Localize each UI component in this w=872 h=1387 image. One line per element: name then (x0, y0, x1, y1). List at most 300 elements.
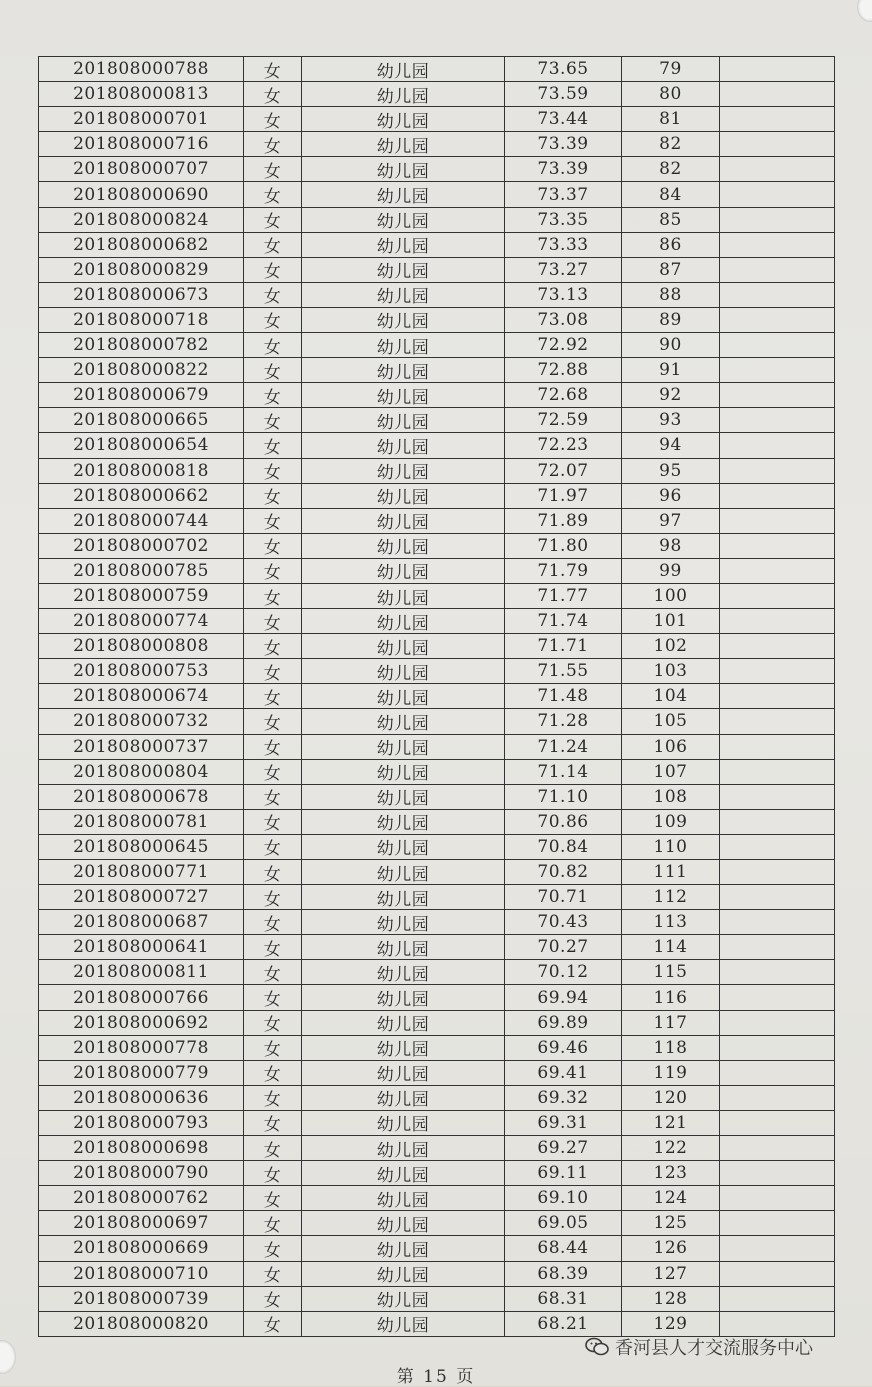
score-cell: 73.39 (505, 157, 622, 181)
rank-cell: 90 (622, 333, 720, 357)
score-cell: 72.68 (505, 383, 622, 407)
rank-cell: 122 (622, 1136, 720, 1160)
position-cell: 幼儿园 (302, 408, 505, 432)
gender-cell: 女 (244, 810, 302, 834)
table-row (39, 233, 834, 258)
rank-cell: 99 (622, 559, 720, 583)
table-row (39, 283, 834, 308)
gender-cell: 女 (244, 82, 302, 106)
rank-cell: 88 (622, 283, 720, 307)
table-row (39, 1036, 834, 1061)
gender-cell: 女 (244, 1036, 302, 1060)
exam-number-cell: 201808000793 (39, 1111, 244, 1135)
rank-cell: 125 (622, 1211, 720, 1235)
position-cell: 幼儿园 (302, 960, 505, 984)
remark-cell (720, 433, 834, 457)
table-row (39, 132, 834, 157)
position-cell: 幼儿园 (302, 935, 505, 959)
position-cell: 幼儿园 (302, 910, 505, 934)
exam-number-cell: 201808000824 (39, 208, 244, 232)
table-row (39, 157, 834, 182)
score-cell: 69.94 (505, 985, 622, 1009)
remark-cell (720, 509, 834, 533)
remark-cell (720, 1036, 834, 1060)
remark-cell (720, 208, 834, 232)
exam-number-cell: 201808000732 (39, 709, 244, 733)
exam-number-cell: 201808000697 (39, 1211, 244, 1235)
table-row (39, 609, 834, 634)
score-cell: 71.74 (505, 609, 622, 633)
rank-cell: 116 (622, 985, 720, 1009)
remark-cell (720, 283, 834, 307)
position-cell: 幼儿园 (302, 1312, 505, 1336)
gender-cell: 女 (244, 659, 302, 683)
remark-cell (720, 333, 834, 357)
remark-cell (720, 634, 834, 658)
score-cell: 73.08 (505, 308, 622, 332)
score-cell: 72.59 (505, 408, 622, 432)
gender-cell: 女 (244, 1086, 302, 1110)
gender-cell: 女 (244, 132, 302, 156)
score-cell: 73.33 (505, 233, 622, 257)
exam-number-cell: 201808000710 (39, 1262, 244, 1286)
table-row (39, 1262, 834, 1287)
remark-cell (720, 684, 834, 708)
score-cell: 68.21 (505, 1312, 622, 1336)
remark-cell (720, 910, 834, 934)
position-cell: 幼儿园 (302, 810, 505, 834)
position-cell: 幼儿园 (302, 885, 505, 909)
gender-cell: 女 (244, 1061, 302, 1085)
remark-cell (720, 484, 834, 508)
gender-cell: 女 (244, 785, 302, 809)
exam-number-cell: 201808000785 (39, 559, 244, 583)
remark-cell (720, 233, 834, 257)
table-row (39, 684, 834, 709)
table-row (39, 634, 834, 659)
rank-cell: 115 (622, 960, 720, 984)
score-cell: 72.88 (505, 358, 622, 382)
rank-cell: 82 (622, 157, 720, 181)
gender-cell: 女 (244, 283, 302, 307)
exam-number-cell: 201808000716 (39, 132, 244, 156)
remark-cell (720, 1287, 834, 1311)
remark-cell (720, 885, 834, 909)
exam-number-cell: 201808000818 (39, 459, 244, 483)
table-row (39, 1086, 834, 1111)
gender-cell: 女 (244, 433, 302, 457)
score-cell: 68.39 (505, 1262, 622, 1286)
rank-cell: 123 (622, 1161, 720, 1185)
position-cell: 幼儿园 (302, 1161, 505, 1185)
exam-number-cell: 201808000779 (39, 1061, 244, 1085)
score-cell: 69.89 (505, 1011, 622, 1035)
exam-number-cell: 201808000788 (39, 57, 244, 81)
position-cell: 幼儿园 (302, 433, 505, 457)
table-row (39, 509, 834, 534)
gender-cell: 女 (244, 1262, 302, 1286)
rank-cell: 100 (622, 584, 720, 608)
position-cell: 幼儿园 (302, 659, 505, 683)
table-row (39, 1186, 834, 1211)
score-cell: 71.55 (505, 659, 622, 683)
position-cell: 幼儿园 (302, 182, 505, 206)
gender-cell: 女 (244, 885, 302, 909)
score-cell: 71.89 (505, 509, 622, 533)
exam-number-cell: 201808000669 (39, 1236, 244, 1260)
remark-cell (720, 935, 834, 959)
position-cell: 幼儿园 (302, 157, 505, 181)
table-row (39, 358, 834, 383)
table-row (39, 308, 834, 333)
table-row (39, 785, 834, 810)
remark-cell (720, 860, 834, 884)
remark-cell (720, 1011, 834, 1035)
gender-cell: 女 (244, 383, 302, 407)
score-cell: 70.27 (505, 935, 622, 959)
gender-cell: 女 (244, 1011, 302, 1035)
score-cell: 73.13 (505, 283, 622, 307)
table-row (39, 57, 834, 82)
score-cell: 71.97 (505, 484, 622, 508)
gender-cell: 女 (244, 1161, 302, 1185)
score-cell: 69.31 (505, 1111, 622, 1135)
position-cell: 幼儿园 (302, 735, 505, 759)
score-cell: 71.10 (505, 785, 622, 809)
gender-cell: 女 (244, 258, 302, 282)
position-cell: 幼儿园 (302, 1011, 505, 1035)
rank-cell: 127 (622, 1262, 720, 1286)
exam-number-cell: 201808000739 (39, 1287, 244, 1311)
rank-cell: 91 (622, 358, 720, 382)
table-row (39, 760, 834, 785)
exam-number-cell: 201808000690 (39, 182, 244, 206)
gender-cell: 女 (244, 860, 302, 884)
position-cell: 幼儿园 (302, 785, 505, 809)
rank-cell: 113 (622, 910, 720, 934)
position-cell: 幼儿园 (302, 509, 505, 533)
table-row (39, 1287, 834, 1312)
remark-cell (720, 1262, 834, 1286)
exam-number-cell: 201808000707 (39, 157, 244, 181)
table-row (39, 1236, 834, 1261)
score-cell: 69.46 (505, 1036, 622, 1060)
rank-cell: 112 (622, 885, 720, 909)
exam-number-cell: 201808000662 (39, 484, 244, 508)
exam-number-cell: 201808000790 (39, 1161, 244, 1185)
table-row (39, 960, 834, 985)
score-cell: 70.12 (505, 960, 622, 984)
remark-cell (720, 709, 834, 733)
exam-number-cell: 201808000698 (39, 1136, 244, 1160)
score-cell: 70.82 (505, 860, 622, 884)
remark-cell (720, 408, 834, 432)
remark-cell (720, 459, 834, 483)
table-row (39, 484, 834, 509)
gender-cell: 女 (244, 910, 302, 934)
table-row (39, 107, 834, 132)
remark-cell (720, 157, 834, 181)
exam-number-cell: 201808000727 (39, 885, 244, 909)
exam-number-cell: 201808000804 (39, 760, 244, 784)
table-row (39, 383, 834, 408)
score-cell: 71.48 (505, 684, 622, 708)
score-cell: 72.07 (505, 459, 622, 483)
remark-cell (720, 735, 834, 759)
position-cell: 幼儿园 (302, 1036, 505, 1060)
exam-number-cell: 201808000753 (39, 659, 244, 683)
rank-cell: 86 (622, 233, 720, 257)
exam-number-cell: 201808000718 (39, 308, 244, 332)
table-row (39, 735, 834, 760)
exam-number-cell: 201808000679 (39, 383, 244, 407)
gender-cell: 女 (244, 408, 302, 432)
gender-cell: 女 (244, 684, 302, 708)
score-cell: 69.27 (505, 1136, 622, 1160)
remark-cell (720, 182, 834, 206)
score-cell: 73.27 (505, 258, 622, 282)
score-cell: 73.39 (505, 132, 622, 156)
remark-cell (720, 1136, 834, 1160)
rank-cell: 89 (622, 308, 720, 332)
exam-number-cell: 201808000687 (39, 910, 244, 934)
gender-cell: 女 (244, 584, 302, 608)
position-cell: 幼儿园 (302, 584, 505, 608)
score-cell: 71.80 (505, 534, 622, 558)
position-cell: 幼儿园 (302, 1061, 505, 1085)
exam-number-cell: 201808000771 (39, 860, 244, 884)
exam-number-cell: 201808000808 (39, 634, 244, 658)
position-cell: 幼儿园 (302, 283, 505, 307)
wechat-icon (585, 1337, 609, 1357)
rank-cell: 97 (622, 509, 720, 533)
gender-cell: 女 (244, 1136, 302, 1160)
score-cell: 70.43 (505, 910, 622, 934)
rank-cell: 96 (622, 484, 720, 508)
position-cell: 幼儿园 (302, 1211, 505, 1235)
gender-cell: 女 (244, 935, 302, 959)
exam-number-cell: 201808000782 (39, 333, 244, 357)
remark-cell (720, 1186, 834, 1210)
gender-cell: 女 (244, 709, 302, 733)
gender-cell: 女 (244, 333, 302, 357)
table-row (39, 1111, 834, 1136)
watermark-text: 香河县人才交流服务中心 (615, 1338, 813, 1359)
rank-cell: 85 (622, 208, 720, 232)
position-cell: 幼儿园 (302, 82, 505, 106)
exam-number-cell: 201808000654 (39, 433, 244, 457)
exam-number-cell: 201808000820 (39, 1312, 244, 1336)
remark-cell (720, 1236, 834, 1260)
rank-cell: 128 (622, 1287, 720, 1311)
table-row (39, 559, 834, 584)
score-cell: 69.05 (505, 1211, 622, 1235)
rank-cell: 126 (622, 1236, 720, 1260)
exam-number-cell: 201808000811 (39, 960, 244, 984)
rank-cell: 82 (622, 132, 720, 156)
position-cell: 幼儿园 (302, 1236, 505, 1260)
rank-cell: 124 (622, 1186, 720, 1210)
rank-cell: 93 (622, 408, 720, 432)
remark-cell (720, 1161, 834, 1185)
table-row (39, 709, 834, 734)
exam-number-cell: 201808000645 (39, 835, 244, 859)
exam-number-cell: 201808000744 (39, 509, 244, 533)
rank-cell: 87 (622, 258, 720, 282)
gender-cell: 女 (244, 107, 302, 131)
remark-cell (720, 584, 834, 608)
score-cell: 68.44 (505, 1236, 622, 1260)
position-cell: 幼儿园 (302, 559, 505, 583)
remark-cell (720, 810, 834, 834)
remark-cell (720, 534, 834, 558)
score-cell: 71.79 (505, 559, 622, 583)
rank-cell: 104 (622, 684, 720, 708)
position-cell: 幼儿园 (302, 835, 505, 859)
position-cell: 幼儿园 (302, 484, 505, 508)
exam-number-cell: 201808000682 (39, 233, 244, 257)
watermark (585, 1334, 813, 1360)
table-row (39, 534, 834, 559)
table-row (39, 433, 834, 458)
rank-cell: 111 (622, 860, 720, 884)
gender-cell: 女 (244, 57, 302, 81)
gender-cell: 女 (244, 509, 302, 533)
exam-number-cell: 201808000673 (39, 283, 244, 307)
position-cell: 幼儿园 (302, 1111, 505, 1135)
gender-cell: 女 (244, 233, 302, 257)
gender-cell: 女 (244, 1111, 302, 1135)
table-row (39, 860, 834, 885)
position-cell: 幼儿园 (302, 459, 505, 483)
position-cell: 幼儿园 (302, 760, 505, 784)
score-cell: 71.14 (505, 760, 622, 784)
remark-cell (720, 1086, 834, 1110)
position-cell: 幼儿园 (302, 233, 505, 257)
gender-cell: 女 (244, 484, 302, 508)
rank-cell: 81 (622, 107, 720, 131)
table-row (39, 1061, 834, 1086)
exam-number-cell: 201808000665 (39, 408, 244, 432)
table-row (39, 985, 834, 1010)
table-row (39, 659, 834, 684)
position-cell: 幼儿园 (302, 383, 505, 407)
exam-number-cell: 201808000701 (39, 107, 244, 131)
table-row (39, 885, 834, 910)
score-cell: 69.10 (505, 1186, 622, 1210)
position-cell: 幼儿园 (302, 609, 505, 633)
gender-cell: 女 (244, 559, 302, 583)
score-cell: 71.24 (505, 735, 622, 759)
exam-number-cell: 201808000674 (39, 684, 244, 708)
rank-cell: 79 (622, 57, 720, 81)
score-cell: 70.71 (505, 885, 622, 909)
gender-cell: 女 (244, 609, 302, 633)
remark-cell (720, 559, 834, 583)
table-row (39, 835, 834, 860)
position-cell: 幼儿园 (302, 333, 505, 357)
exam-number-cell: 201808000822 (39, 358, 244, 382)
remark-cell (720, 785, 834, 809)
position-cell: 幼儿园 (302, 308, 505, 332)
remark-cell (720, 835, 834, 859)
rank-cell: 107 (622, 760, 720, 784)
position-cell: 幼儿园 (302, 684, 505, 708)
score-cell: 70.86 (505, 810, 622, 834)
position-cell: 幼儿园 (302, 985, 505, 1009)
rank-cell: 101 (622, 609, 720, 633)
score-cell: 72.23 (505, 433, 622, 457)
gender-cell: 女 (244, 1211, 302, 1235)
position-cell: 幼儿园 (302, 709, 505, 733)
rank-cell: 80 (622, 82, 720, 106)
rank-cell: 110 (622, 835, 720, 859)
exam-number-cell: 201808000781 (39, 810, 244, 834)
gender-cell: 女 (244, 534, 302, 558)
gender-cell: 女 (244, 1186, 302, 1210)
score-cell: 71.71 (505, 634, 622, 658)
table-row (39, 1136, 834, 1161)
exam-number-cell: 201808000829 (39, 258, 244, 282)
score-cell: 68.31 (505, 1287, 622, 1311)
gender-cell: 女 (244, 308, 302, 332)
rank-cell: 95 (622, 459, 720, 483)
exam-number-cell: 201808000778 (39, 1036, 244, 1060)
table-row (39, 584, 834, 609)
remark-cell (720, 107, 834, 131)
exam-number-cell: 201808000702 (39, 534, 244, 558)
exam-number-cell: 201808000678 (39, 785, 244, 809)
remark-cell (720, 1312, 834, 1336)
rank-cell: 98 (622, 534, 720, 558)
position-cell: 幼儿园 (302, 107, 505, 131)
gender-cell: 女 (244, 760, 302, 784)
rank-cell: 92 (622, 383, 720, 407)
position-cell: 幼儿园 (302, 57, 505, 81)
table-row (39, 935, 834, 960)
rank-cell: 121 (622, 1111, 720, 1135)
rank-cell: 102 (622, 634, 720, 658)
remark-cell (720, 1061, 834, 1085)
table-row (39, 810, 834, 835)
rank-cell: 119 (622, 1061, 720, 1085)
score-cell: 73.35 (505, 208, 622, 232)
exam-number-cell: 201808000774 (39, 609, 244, 633)
remark-cell (720, 57, 834, 81)
gender-cell: 女 (244, 1312, 302, 1336)
remark-cell (720, 1111, 834, 1135)
exam-number-cell: 201808000759 (39, 584, 244, 608)
table-row (39, 1211, 834, 1236)
score-cell: 72.92 (505, 333, 622, 357)
score-cell: 69.41 (505, 1061, 622, 1085)
rank-cell: 94 (622, 433, 720, 457)
position-cell: 幼儿园 (302, 1136, 505, 1160)
rank-cell: 105 (622, 709, 720, 733)
gender-cell: 女 (244, 835, 302, 859)
remark-cell (720, 132, 834, 156)
score-cell: 69.32 (505, 1086, 622, 1110)
page-number: 第 15 页 (396, 1367, 476, 1387)
rank-cell: 120 (622, 1086, 720, 1110)
score-cell: 71.28 (505, 709, 622, 733)
position-cell: 幼儿园 (302, 1186, 505, 1210)
table-row (39, 910, 834, 935)
remark-cell (720, 985, 834, 1009)
rank-cell: 114 (622, 935, 720, 959)
score-table (38, 56, 835, 1337)
position-cell: 幼儿园 (302, 1086, 505, 1110)
